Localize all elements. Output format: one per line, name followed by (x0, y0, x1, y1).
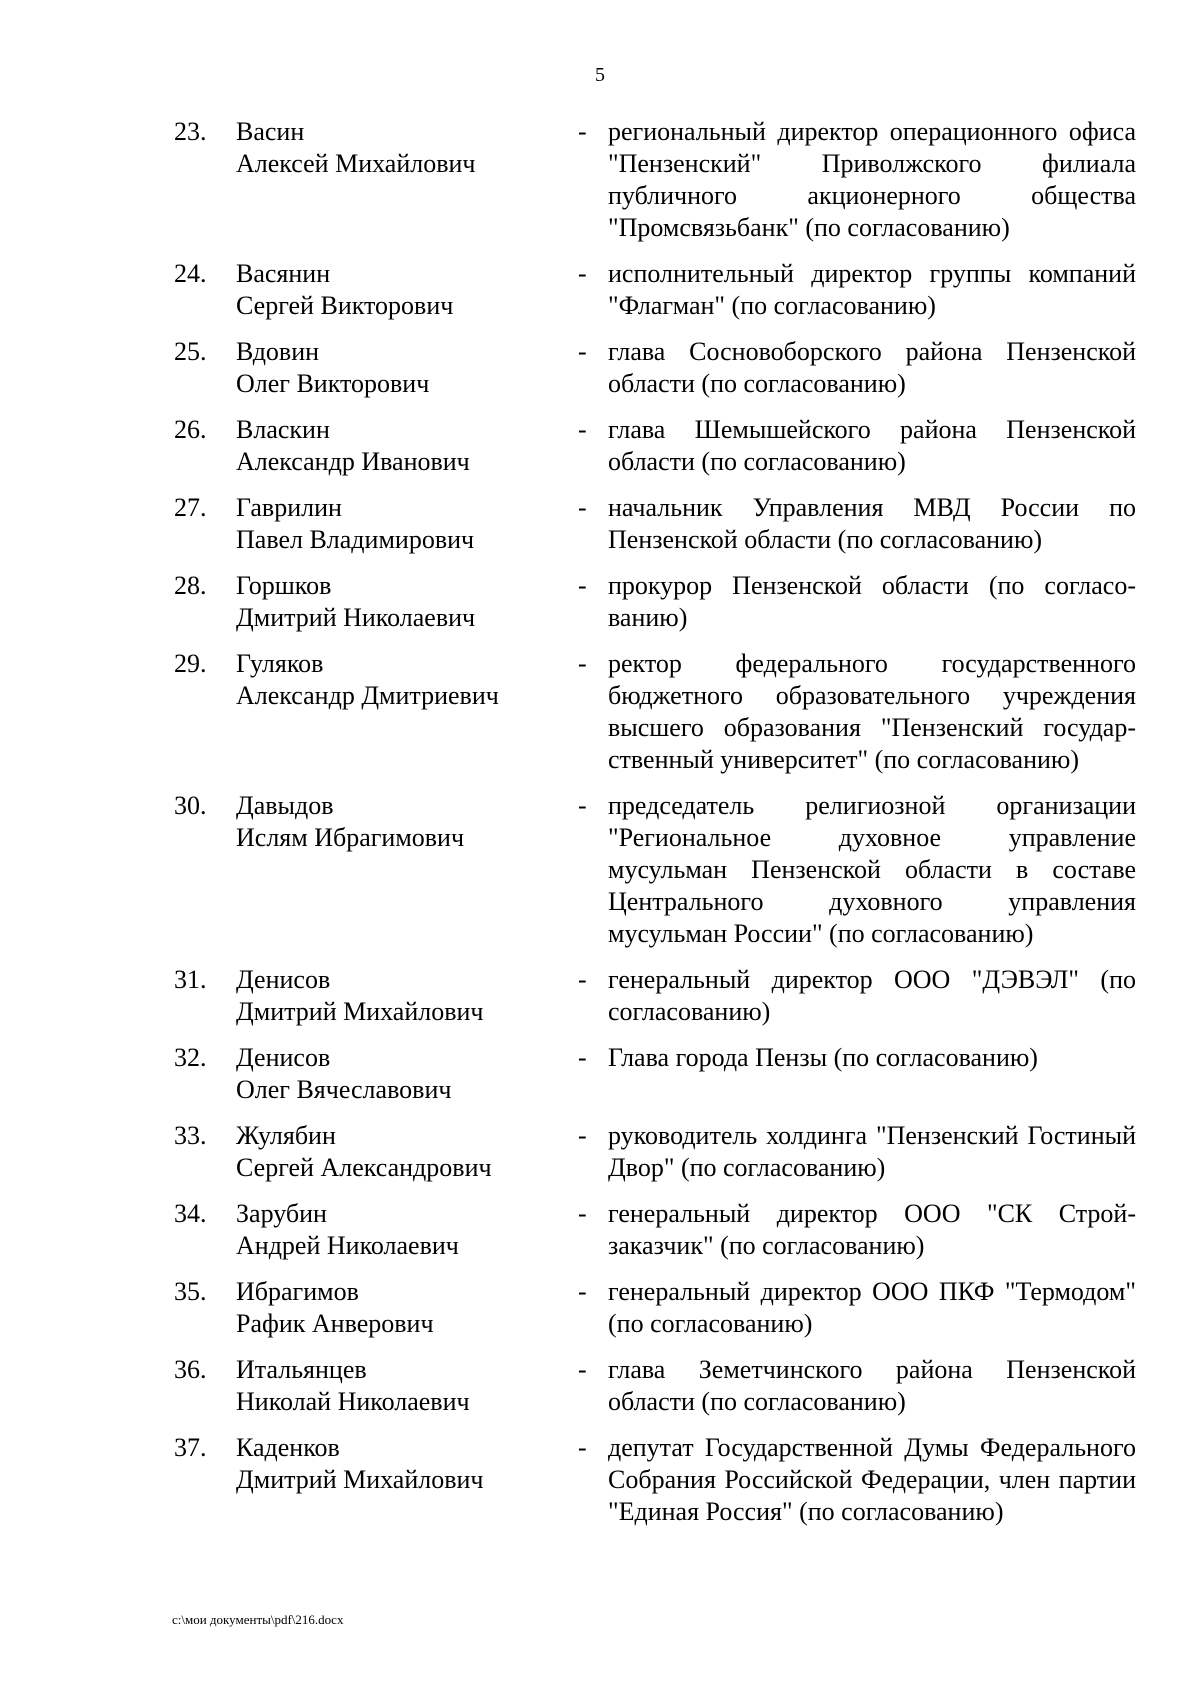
entry-number: 31. (174, 965, 207, 994)
entry-number: 23. (174, 117, 207, 146)
entry-number: 27. (174, 493, 207, 522)
footer-file-path: c:\мои документы\pdf\216.docx (172, 1612, 344, 1627)
entry-dash: - (578, 1433, 587, 1462)
entry-surname: Васин (236, 117, 305, 146)
entry-number: 29. (174, 649, 207, 678)
entry-description: исполнительный директор группы компаний "Флагман" (по согласованию) (608, 259, 1136, 320)
entry-given-names: Сергей Викторович (236, 291, 454, 320)
entry-name (236, 1432, 566, 1496)
entry-description: руководитель холдинга "Пензенский Гостиный Двор" (по согласованию) (608, 1121, 1136, 1182)
entry-given-names: Дмитрий Николаевич (236, 603, 476, 632)
entry-given-names: Александр Иванович (236, 447, 470, 476)
entry-description: генеральный директор ООО "ДЭВЭЛ" (по согласованию) (608, 965, 1136, 1026)
entry-dash: - (578, 571, 587, 600)
entry-name (236, 336, 566, 400)
entry-name (236, 1042, 566, 1106)
list-item (0, 1276, 1200, 1340)
entry-name (236, 116, 566, 180)
list-item (0, 1120, 1200, 1184)
entry-description: начальник Управления МВД России по Пензенской области (по согласованию) (608, 493, 1136, 554)
list-item (0, 336, 1200, 400)
entry-name (236, 492, 566, 556)
entry-description: прокурор Пензенской области (по согласо-ванию) (608, 571, 1136, 632)
entry-dash: - (578, 1199, 587, 1228)
entry-dash: - (578, 649, 587, 678)
entry-description: глава Земетчинского района Пензенской области (по согласованию) (608, 1355, 1136, 1416)
entry-surname: Ибрагимов (236, 1277, 359, 1306)
entry-given-names: Павел Владимирович (236, 525, 475, 554)
entry-number: 32. (174, 1043, 207, 1072)
entry-dash: - (578, 1121, 587, 1150)
entry-given-names: Дмитрий Михайлович (236, 997, 484, 1026)
entry-given-names: Андрей Николаевич (236, 1231, 459, 1260)
entry-dash: - (578, 337, 587, 366)
entry-name (236, 790, 566, 854)
entry-dash: - (578, 1277, 587, 1306)
entry-surname: Гуляков (236, 649, 324, 678)
entry-surname: Гаврилин (236, 493, 342, 522)
entry-dash: - (578, 259, 587, 288)
entry-name (236, 1276, 566, 1340)
entry-description: глава Сосновоборского района Пензенской области (по согласованию) (608, 337, 1136, 398)
page-number: 5 (595, 64, 605, 86)
list-item (0, 1042, 1200, 1106)
entry-description: председатель религиозной организации "Региональное духовное управление мусульман Пензенской области в составе Центрального духовного управления мусульман России" (по согласованию) (608, 791, 1136, 948)
list-item (0, 1354, 1200, 1418)
entry-description: генеральный директор ООО "СК Строй-заказчик" (по согласованию) (608, 1199, 1136, 1260)
list-item (0, 570, 1200, 634)
entry-given-names: Алексей Михайлович (236, 149, 476, 178)
list-item (0, 492, 1200, 556)
entry-given-names: Александр Дмитриевич (236, 681, 499, 710)
entry-surname: Итальянцев (236, 1355, 367, 1384)
entry-number: 24. (174, 259, 207, 288)
entry-name (236, 258, 566, 322)
entry-surname: Власкин (236, 415, 330, 444)
entry-given-names: Олег Вячеславович (236, 1075, 452, 1104)
entry-description: депутат Государственной Думы Федерального Собрания Российской Федерации, член партии "Единая Россия" (по согласованию) (608, 1433, 1136, 1526)
entry-name (236, 570, 566, 634)
entry-surname: Денисов (236, 1043, 331, 1072)
entry-name (236, 1120, 566, 1184)
entry-number: 36. (174, 1355, 207, 1384)
entry-description: региональный директор операционного офиса "Пензенский" Приволжского филиала публичного акционерного общества "Промсвязьбанк" (по согласованию) (608, 117, 1136, 242)
entry-dash: - (578, 493, 587, 522)
entry-dash: - (578, 791, 587, 820)
entry-given-names: Николай Николаевич (236, 1387, 470, 1416)
entry-surname: Васянин (236, 259, 331, 288)
list-item (0, 1432, 1200, 1528)
list-item (0, 964, 1200, 1028)
entry-description: генеральный директор ООО ПКФ "Термодом" (по согласованию) (608, 1277, 1136, 1338)
entry-number: 25. (174, 337, 207, 366)
list-item (0, 1198, 1200, 1262)
entry-number: 26. (174, 415, 207, 444)
entry-dash: - (578, 965, 587, 994)
list-item (0, 648, 1200, 776)
entry-number: 34. (174, 1199, 207, 1228)
entry-surname: Каденков (236, 1433, 340, 1462)
entry-number: 35. (174, 1277, 207, 1306)
entry-dash: - (578, 1355, 587, 1384)
member-list (0, 116, 1200, 1542)
list-item (0, 258, 1200, 322)
entry-surname: Зарубин (236, 1199, 327, 1228)
entry-given-names: Рафик Анверович (236, 1309, 434, 1338)
list-item (0, 414, 1200, 478)
entry-description: ректор федерального государственного бюджетного образовательного учреждения высшего образования "Пензенский государ-ственный университет" (по согласованию) (608, 649, 1136, 774)
entry-number: 37. (174, 1433, 207, 1462)
entry-surname: Вдовин (236, 337, 320, 366)
entry-number: 30. (174, 791, 207, 820)
entry-dash: - (578, 1043, 587, 1072)
entry-description: глава Шемышейского района Пензенской области (по согласованию) (608, 415, 1136, 476)
entry-number: 33. (174, 1121, 207, 1150)
entry-name (236, 1198, 566, 1262)
entry-given-names: Сергей Александрович (236, 1153, 492, 1182)
entry-given-names: Олег Викторович (236, 369, 430, 398)
entry-given-names: Дмитрий Михайлович (236, 1465, 484, 1494)
entry-dash: - (578, 117, 587, 146)
entry-name (236, 1354, 566, 1418)
entry-name (236, 648, 566, 712)
list-item (0, 790, 1200, 950)
entry-surname: Горшков (236, 571, 332, 600)
entry-description: Глава города Пензы (по согласованию) (608, 1043, 1038, 1072)
entry-dash: - (578, 415, 587, 444)
entry-name (236, 964, 566, 1028)
list-item (0, 116, 1200, 244)
entry-given-names: Ислям Ибрагимович (236, 823, 465, 852)
entry-surname: Давыдов (236, 791, 334, 820)
entry-number: 28. (174, 571, 207, 600)
entry-surname: Денисов (236, 965, 331, 994)
entry-name (236, 414, 566, 478)
entry-surname: Жулябин (236, 1121, 336, 1150)
